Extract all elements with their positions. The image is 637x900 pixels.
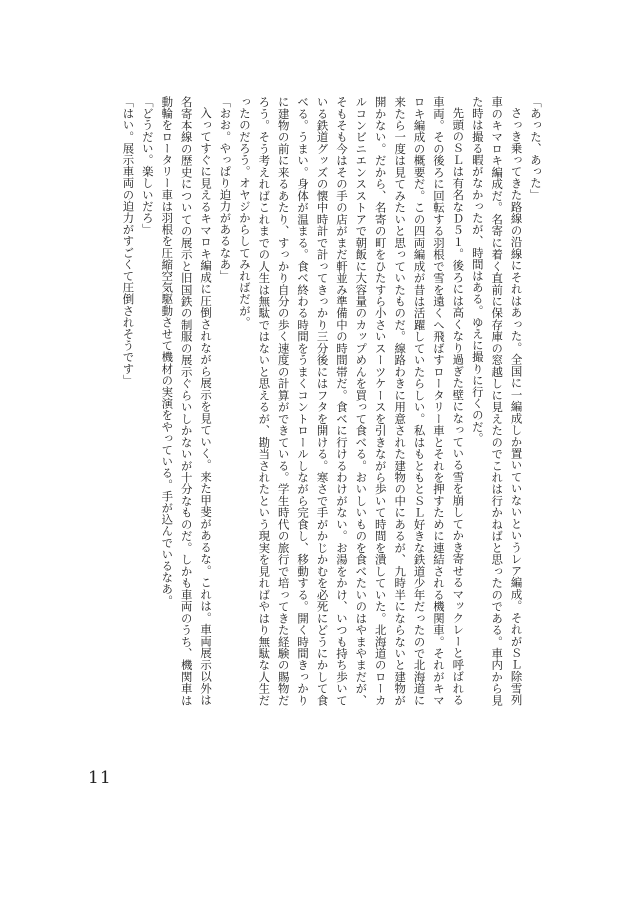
dialogue-line: 「あった、あった」 (529, 96, 543, 201)
vertical-body-text (85, 96, 545, 706)
dialogue-line: 「はい。展示車両の迫力がすごくて圧倒されそうです」 (121, 96, 136, 386)
paragraph: 入ってすぐに見えるキマロキ編成に圧倒されながら展示を見ていく。来た甲斐があるな。これは。車両展示以外は名寄本線の歴史についての展示と旧国鉄の制服の展示ぐらいしかないが十分なものだ。しかも車両のうち、機関車は動輪をロータリー車は羽根を圧縮空気駆動させて機材の実演をやっている。手が込んでいるなあ。 (160, 96, 214, 706)
dialogue-line: 「どうだい。楽しいだろ」 (140, 96, 155, 236)
page-number: 11 (88, 768, 112, 788)
paragraph: さっき乗ってきた路線の沿線にそれはあった。全国に一編成しか置いていないというレア編成。それがＳＬ除雪列車のキマロキ編成だ。名寄に着く直前に保存庫の窓越しに見えたのでこれは行かねばと思ったのである。車内から見た時は撮る暇がなかったが、時間はある。ゆえに撮りに行くのだ。 (470, 96, 524, 706)
dialogue-line: 「おお。やっぱり迫力があるなあ」 (218, 96, 233, 282)
paragraph: 先頭のＳＬは有名なＤ５１。後ろには高くなり過ぎた壁になっている雪を崩してかき寄せるマックレーと呼ばれる車両。その後ろに回転する羽根で雪を遠くへ飛ばすロータリー車とそれを押すために連結される機関車。それがキマロキ編成の概要だ。この四両編成が昔は活躍していたらしい。私はもともとＳＬ好きな鉄道少年だったので北海道に来たら一度は見てみたいと思っていたものだ。線路わきに用意された建物の中にあるが、九時半にならないと建物が開かない。だから、名寄の町をひたすら小さいスーツケースを引きながら歩いて時間を潰していた。北海道のローカルコンビニエンスストアで朝飯に大容量のカップめんを買って食べる。おいしいものを食べたいのはやまやまだが、そもそも今はその手の店がまだ軒並み準備中の時間帯だ。食べに行けるわけがない。お湯をかけ、いつも持ち歩いている鉄道グッズの懐中時計で計ってきっかり三分後にはフタを開ける。寒さで手がかじかむを必死にどうにかして食べる。うまい。身体が温まる。食べ終わる時間をうまくコントロールしながら完食し、移動する。開く時間きっかりに建物の前に来るあたり、すっかり自分の歩く速度の計算ができている。学生時代の旅行で培ってきた経験の賜物だろう。そう考えればこれまでの人生は無駄ではないと思えるが、勘当されたという現実を見ればやはり無駄な人生だったのだろう。オヤジからしてみればだが。 (237, 96, 466, 706)
